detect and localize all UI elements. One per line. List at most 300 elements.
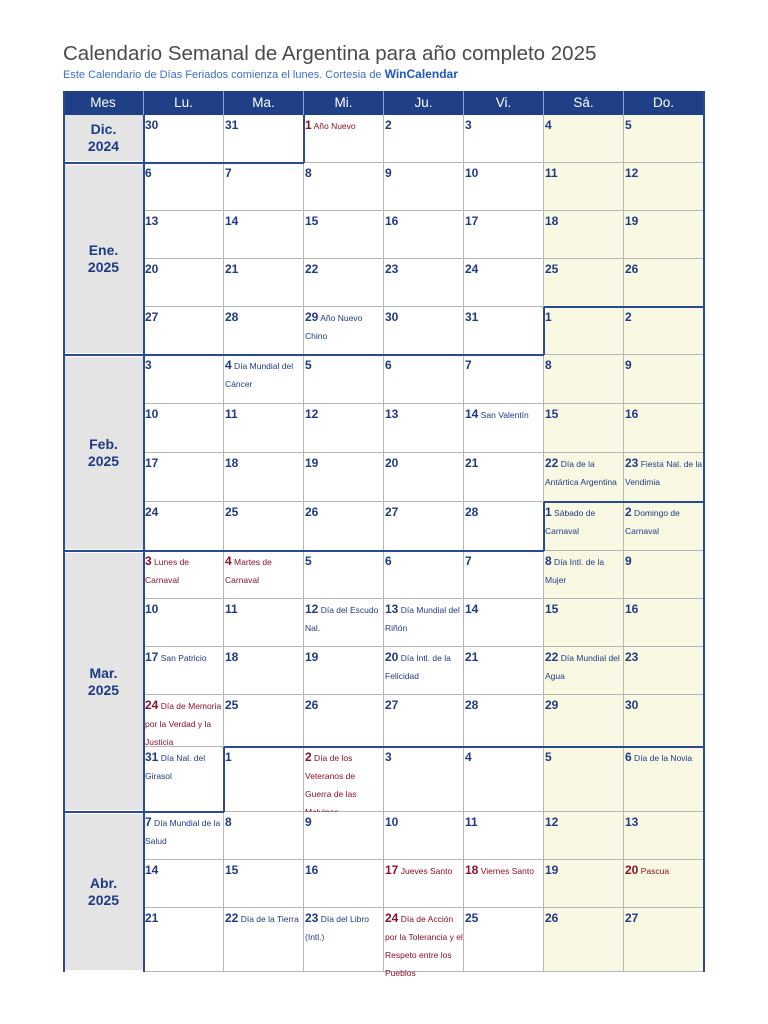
day-number: 21 <box>465 456 479 470</box>
day-number: 16 <box>625 407 639 421</box>
day-number: 3 <box>385 750 392 764</box>
day-cell <box>624 355 704 404</box>
day-number: 17 <box>465 214 479 228</box>
day-event: Día de la Novia <box>631 753 693 763</box>
day-cell <box>624 453 704 502</box>
day-cell <box>464 453 544 502</box>
day-cell <box>464 404 544 453</box>
day-cell <box>624 599 704 647</box>
day-cell <box>384 453 464 502</box>
day-cell <box>224 115 304 163</box>
day-cell <box>144 355 224 404</box>
day-cell <box>624 115 704 163</box>
month-year: 2025 <box>87 681 120 698</box>
day-cell <box>624 647 704 695</box>
day-cell <box>144 908 224 972</box>
month-boundary <box>224 746 704 748</box>
day-cell <box>144 404 224 453</box>
header-day: Do. <box>624 91 704 115</box>
day-number: 7 <box>145 815 152 829</box>
day-cell <box>624 163 704 211</box>
day-number: 27 <box>145 310 159 324</box>
day-number: 7 <box>225 166 232 180</box>
day-cell <box>384 211 464 259</box>
day-event: Día de Memoria por la Verdad y la Justicia <box>145 701 222 747</box>
day-number: 19 <box>545 863 559 877</box>
month-label <box>64 814 143 970</box>
day-number: 25 <box>545 262 559 276</box>
day-number: 31 <box>145 750 159 764</box>
day-number: 10 <box>465 166 479 180</box>
day-cell <box>544 860 624 908</box>
day-cell <box>144 163 224 211</box>
day-cell <box>464 163 544 211</box>
day-cell <box>384 747 464 812</box>
day-number: 7 <box>465 554 472 568</box>
day-cell <box>304 404 384 453</box>
day-number: 6 <box>385 358 392 372</box>
day-cell <box>464 307 544 355</box>
day-cell <box>384 551 464 599</box>
day-cell <box>224 812 304 860</box>
day-number: 13 <box>385 602 399 616</box>
day-number: 27 <box>625 911 639 925</box>
day-cell <box>464 747 544 812</box>
day-number: 20 <box>385 650 399 664</box>
day-number: 14 <box>225 214 239 228</box>
day-cell <box>624 812 704 860</box>
day-number: 4 <box>225 554 232 568</box>
day-cell <box>144 599 224 647</box>
day-cell <box>224 747 304 812</box>
day-number: 11 <box>545 166 558 180</box>
header-day: Vi. <box>464 91 544 115</box>
day-event: Día Mundial del Riñón <box>385 605 460 633</box>
day-number: 5 <box>305 554 312 568</box>
day-number: 16 <box>305 863 319 877</box>
month-separator <box>63 811 144 813</box>
day-number: 26 <box>545 911 559 925</box>
day-cell <box>464 599 544 647</box>
day-cell <box>384 812 464 860</box>
day-event: Día de la Antártica Argentina <box>545 459 617 487</box>
header-day: Lu. <box>144 91 224 115</box>
day-cell <box>304 163 384 211</box>
day-number: 25 <box>225 698 239 712</box>
day-number: 22 <box>225 911 239 925</box>
day-number: 13 <box>145 214 159 228</box>
day-cell <box>624 695 704 747</box>
month-boundary <box>144 162 304 164</box>
day-event: Día Nal. del Girasol <box>145 753 206 781</box>
day-number: 30 <box>145 118 159 132</box>
day-cell <box>224 453 304 502</box>
day-number: 10 <box>385 815 399 829</box>
day-cell <box>144 211 224 259</box>
day-cell <box>464 355 544 404</box>
day-number: 31 <box>225 118 239 132</box>
day-number: 26 <box>305 698 319 712</box>
day-event: Día de Acción por la Tolerancia y el Respeto entre los Pueblos <box>385 914 463 978</box>
day-cell <box>224 695 304 747</box>
day-number: 14 <box>465 602 479 616</box>
day-cell <box>544 211 624 259</box>
day-cell <box>384 860 464 908</box>
day-number: 8 <box>545 554 552 568</box>
day-number: 21 <box>225 262 239 276</box>
day-cell <box>224 355 304 404</box>
day-cell <box>464 908 544 972</box>
day-cell <box>624 259 704 307</box>
day-cell <box>544 163 624 211</box>
day-number: 19 <box>625 214 639 228</box>
day-cell <box>384 695 464 747</box>
day-number: 15 <box>545 407 559 421</box>
day-event: San Valentín <box>478 410 529 420</box>
day-number: 22 <box>545 650 559 664</box>
day-cell <box>304 747 384 812</box>
day-number: 18 <box>225 456 239 470</box>
day-event: Fiesta Nal. de la Vendimia <box>625 459 703 487</box>
day-cell <box>304 355 384 404</box>
day-cell <box>544 404 624 453</box>
month-year: 2025 <box>87 892 120 908</box>
month-boundary <box>544 501 704 503</box>
day-number: 20 <box>385 456 399 470</box>
day-cell <box>144 551 224 599</box>
day-cell <box>304 259 384 307</box>
day-number: 23 <box>385 262 399 276</box>
day-number: 10 <box>145 602 159 616</box>
day-cell <box>544 747 624 812</box>
day-number: 6 <box>145 166 152 180</box>
day-cell <box>304 551 384 599</box>
day-cell <box>624 307 704 355</box>
day-cell <box>304 812 384 860</box>
day-number: 21 <box>145 911 159 925</box>
frame-month-divider <box>143 115 145 972</box>
month-boundary <box>543 502 545 551</box>
frame-right <box>703 91 705 972</box>
day-cell <box>224 163 304 211</box>
month-boundary <box>544 306 704 308</box>
day-cell <box>384 647 464 695</box>
day-number: 2 <box>625 310 632 324</box>
day-number: 24 <box>145 698 159 712</box>
day-number: 13 <box>385 407 399 421</box>
day-event: Día Intl. de la Mujer <box>545 557 605 585</box>
day-cell <box>544 812 624 860</box>
day-number: 17 <box>145 456 159 470</box>
day-cell <box>544 908 624 972</box>
day-cell <box>304 908 384 972</box>
day-cell <box>144 259 224 307</box>
day-number: 3 <box>465 118 472 132</box>
day-cell <box>144 812 224 860</box>
day-cell <box>144 747 224 812</box>
day-number: 22 <box>545 456 559 470</box>
day-number: 3 <box>145 358 152 372</box>
wincalendar-link[interactable]: WinCalendar <box>384 67 458 81</box>
day-cell <box>464 647 544 695</box>
day-cell <box>144 695 224 747</box>
day-number: 2 <box>385 118 392 132</box>
day-number: 4 <box>545 118 552 132</box>
day-event: Día Mundial del Agua <box>545 653 620 681</box>
month-boundary <box>144 550 544 552</box>
subtitle-text: Este Calendario de Días Feriados comienza el lunes. Cortesia de <box>63 69 382 81</box>
day-number: 19 <box>305 650 319 664</box>
month-separator <box>63 162 144 164</box>
day-cell <box>304 307 384 355</box>
day-number: 28 <box>225 310 239 324</box>
day-cell <box>304 695 384 747</box>
day-number: 18 <box>545 214 559 228</box>
day-number: 29 <box>545 698 559 712</box>
day-number: 24 <box>145 505 159 519</box>
day-cell <box>544 259 624 307</box>
month-boundary <box>144 811 224 813</box>
day-event: Jueves Santo <box>398 866 453 876</box>
day-cell <box>384 115 464 163</box>
day-cell <box>224 211 304 259</box>
day-number: 10 <box>145 407 159 421</box>
day-cell <box>144 860 224 908</box>
day-cell <box>224 307 304 355</box>
day-number: 18 <box>225 650 239 664</box>
day-cell <box>224 908 304 972</box>
month-label <box>64 357 143 549</box>
day-cell <box>224 599 304 647</box>
day-number: 12 <box>305 602 319 616</box>
month-name: Feb. <box>89 436 118 452</box>
day-cell <box>224 551 304 599</box>
day-event: Viernes Santo <box>478 866 534 876</box>
day-cell <box>624 860 704 908</box>
day-cell <box>544 355 624 404</box>
day-cell <box>304 502 384 551</box>
day-number: 23 <box>625 650 639 664</box>
day-cell <box>544 115 624 163</box>
day-cell <box>464 860 544 908</box>
day-cell <box>544 599 624 647</box>
month-name: Dic. <box>90 121 117 137</box>
day-cell <box>384 259 464 307</box>
day-number: 17 <box>145 650 159 664</box>
day-number: 22 <box>305 262 319 276</box>
day-event: Día Intl. de la Felicidad <box>385 653 451 681</box>
day-number: 20 <box>145 262 159 276</box>
day-number: 16 <box>625 602 639 616</box>
day-number: 1 <box>225 750 232 764</box>
day-number: 9 <box>625 554 632 568</box>
day-number: 1 <box>545 505 552 519</box>
day-event: Lunes de Carnaval <box>145 557 190 585</box>
day-number: 14 <box>465 407 479 421</box>
day-event: Sábado de Carnaval <box>545 508 596 536</box>
day-event: Día de la Tierra <box>238 914 299 924</box>
day-cell <box>544 647 624 695</box>
day-number: 8 <box>545 358 552 372</box>
day-number: 25 <box>465 911 479 925</box>
day-number: 5 <box>305 358 312 372</box>
day-number: 21 <box>465 650 479 664</box>
day-number: 2 <box>305 750 312 764</box>
day-number: 3 <box>145 554 152 568</box>
day-event: Año Nuevo <box>311 121 356 131</box>
day-event: Día del Escudo Nal. <box>305 605 379 633</box>
day-number: 12 <box>545 815 559 829</box>
day-cell <box>464 115 544 163</box>
day-cell <box>304 453 384 502</box>
day-event: Domingo de Carnaval <box>625 508 680 536</box>
day-cell <box>224 502 304 551</box>
month-name: Abr. <box>89 875 118 891</box>
day-cell <box>384 355 464 404</box>
day-cell <box>224 404 304 453</box>
day-cell <box>304 860 384 908</box>
day-number: 14 <box>145 863 159 877</box>
month-year: 2025 <box>87 259 120 275</box>
day-number: 27 <box>385 698 399 712</box>
header-mes: Mes <box>63 91 144 115</box>
day-cell <box>304 211 384 259</box>
day-number: 7 <box>465 358 472 372</box>
day-cell <box>304 599 384 647</box>
day-number: 9 <box>305 815 312 829</box>
day-cell <box>544 551 624 599</box>
day-event: San Patricio <box>158 653 207 663</box>
day-cell <box>144 502 224 551</box>
month-boundary <box>543 307 545 355</box>
day-event: Día Mundial del Cáncer <box>225 361 294 389</box>
day-cell <box>224 259 304 307</box>
frame-left <box>63 91 65 972</box>
day-number: 9 <box>385 166 392 180</box>
day-number: 26 <box>305 505 319 519</box>
day-number: 1 <box>305 118 312 132</box>
month-name: Ene. <box>88 242 119 258</box>
header-day: Mi. <box>304 91 384 115</box>
day-number: 11 <box>225 407 238 421</box>
day-number: 28 <box>465 698 479 712</box>
day-cell <box>144 647 224 695</box>
day-number: 31 <box>465 310 479 324</box>
day-cell <box>144 307 224 355</box>
day-event: Martes de Carnaval <box>225 557 272 585</box>
day-number: 11 <box>465 815 478 829</box>
day-cell <box>384 404 464 453</box>
day-number: 1 <box>545 310 552 324</box>
day-cell <box>224 647 304 695</box>
day-number: 19 <box>305 456 319 470</box>
day-number: 18 <box>465 863 479 877</box>
day-number: 8 <box>225 815 232 829</box>
month-boundary <box>223 747 225 812</box>
day-cell <box>144 453 224 502</box>
day-cell <box>544 307 624 355</box>
day-cell <box>384 307 464 355</box>
day-number: 30 <box>625 698 639 712</box>
month-label <box>64 115 143 161</box>
day-cell <box>544 502 624 551</box>
day-cell <box>464 551 544 599</box>
day-number: 15 <box>305 214 319 228</box>
day-cell <box>464 211 544 259</box>
day-number: 23 <box>305 911 319 925</box>
day-number: 4 <box>225 358 232 372</box>
day-cell <box>224 860 304 908</box>
day-event: Año Nuevo Chino <box>305 313 363 341</box>
day-number: 12 <box>305 407 319 421</box>
page-title: Calendario Semanal de Argentina para año completo 2025 <box>63 42 597 65</box>
day-number: 2 <box>625 505 632 519</box>
day-number: 5 <box>545 750 552 764</box>
day-cell <box>144 115 224 163</box>
day-number: 23 <box>625 456 639 470</box>
day-cell <box>384 163 464 211</box>
day-number: 15 <box>225 863 239 877</box>
day-number: 11 <box>225 602 238 616</box>
day-number: 16 <box>385 214 399 228</box>
day-cell <box>624 908 704 972</box>
day-number: 9 <box>625 358 632 372</box>
day-number: 8 <box>305 166 312 180</box>
day-cell <box>464 502 544 551</box>
day-number: 25 <box>225 505 239 519</box>
day-cell <box>544 695 624 747</box>
day-number: 17 <box>385 863 399 877</box>
month-label <box>64 165 143 353</box>
month-boundary <box>303 115 305 163</box>
day-cell <box>384 908 464 978</box>
day-cell <box>384 502 464 551</box>
day-number: 15 <box>545 602 559 616</box>
day-event: Pascua <box>638 866 670 876</box>
day-cell <box>624 404 704 453</box>
day-cell <box>464 812 544 860</box>
month-label <box>64 553 143 810</box>
day-cell <box>464 259 544 307</box>
day-cell <box>544 453 624 502</box>
day-cell <box>304 647 384 695</box>
day-number: 6 <box>385 554 392 568</box>
day-number: 20 <box>625 863 639 877</box>
day-number: 26 <box>625 262 639 276</box>
day-event: Día de los Veteranos de Guerra de las <box>305 753 357 799</box>
day-cell <box>384 599 464 647</box>
month-year: 2025 <box>87 453 120 469</box>
day-number: 4 <box>465 750 472 764</box>
day-cell <box>304 115 384 163</box>
header-day: Ju. <box>384 91 464 115</box>
header-day: Ma. <box>224 91 304 115</box>
day-cell <box>624 551 704 599</box>
month-separator <box>63 550 144 552</box>
day-cell <box>624 747 704 812</box>
month-separator <box>63 354 144 356</box>
day-number: 30 <box>385 310 399 324</box>
day-number: 12 <box>625 166 639 180</box>
day-event: Día del Libro (Intl.) <box>305 914 369 942</box>
day-cell <box>624 211 704 259</box>
day-number: 24 <box>465 262 479 276</box>
day-number: 5 <box>625 118 632 132</box>
day-number: 28 <box>465 505 479 519</box>
page-subtitle <box>63 67 458 81</box>
day-cell <box>624 502 704 551</box>
day-number: 13 <box>625 815 639 829</box>
